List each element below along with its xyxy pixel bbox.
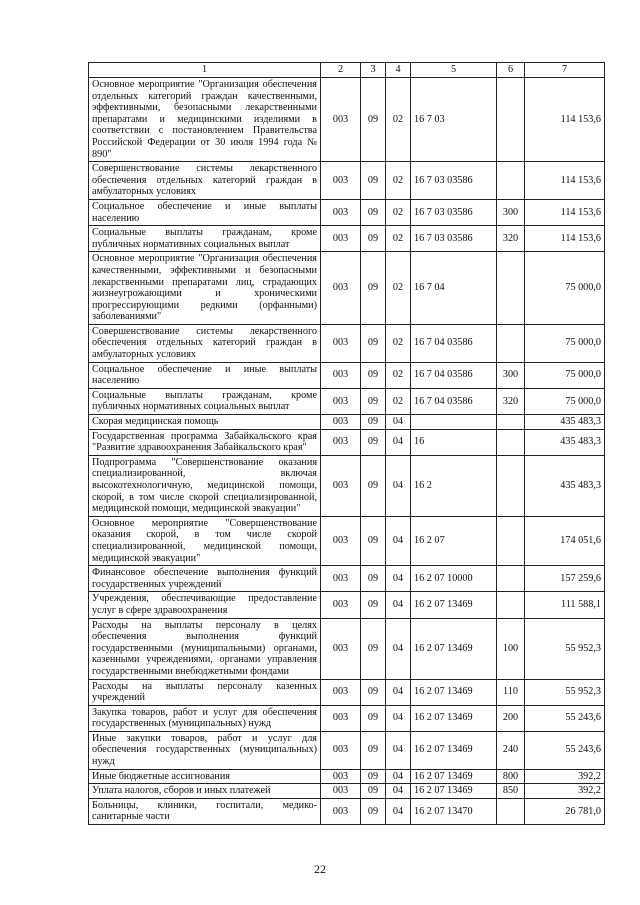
subsection-code: 02: [386, 324, 411, 362]
subsection-code: 02: [386, 162, 411, 200]
amount: 75 000,0: [525, 252, 605, 325]
table-row: [89, 455, 605, 516]
subsection-code: 02: [386, 226, 411, 252]
expense-type-code: [497, 78, 525, 162]
ministry-code: 003: [321, 162, 361, 200]
amount: 114 153,6: [525, 226, 605, 252]
amount: 75 000,0: [525, 324, 605, 362]
amount: 435 483,3: [525, 455, 605, 516]
subsection-code: 04: [386, 415, 411, 430]
target-article-code: 16 2 07 13469: [411, 679, 497, 705]
expense-name: Основное мероприятие "Организация обеспечения отдельных категорий граждан качественными, эффективными, безопасными лекарственными препаратами и медицинскими изделиями в соответствии с постановлением Правительства Российской Федерации от 30 июля 1994 года № 890": [89, 78, 321, 162]
section-code: 09: [361, 566, 386, 592]
amount: 174 051,6: [525, 516, 605, 565]
expense-name: Скорая медицинская помощь: [89, 415, 321, 430]
expense-type-code: 240: [497, 731, 525, 769]
ministry-code: 003: [321, 731, 361, 769]
subsection-code: 04: [386, 798, 411, 824]
expense-type-code: 320: [497, 388, 525, 414]
expense-name: Социальные выплаты гражданам, кроме публичных нормативных социальных выплат: [89, 226, 321, 252]
col-2-header: 2: [321, 63, 361, 78]
ministry-code: 003: [321, 516, 361, 565]
expense-name: Социальные выплаты гражданам, кроме публичных нормативных социальных выплат: [89, 388, 321, 414]
expense-type-code: 320: [497, 226, 525, 252]
amount: 435 483,3: [525, 415, 605, 430]
target-article-code: 16 2: [411, 455, 497, 516]
section-code: 09: [361, 252, 386, 325]
subsection-code: 04: [386, 618, 411, 679]
target-article-code: 16 2 07 13469: [411, 592, 497, 618]
expense-type-code: 300: [497, 362, 525, 388]
expense-type-code: [497, 455, 525, 516]
amount: 392,2: [525, 784, 605, 799]
expense-name: Учреждения, обеспечивающие предоставление услуг в сфере здравоохранения: [89, 592, 321, 618]
expense-type-code: 200: [497, 705, 525, 731]
table-row: [89, 618, 605, 679]
ministry-code: 003: [321, 362, 361, 388]
ministry-code: 003: [321, 455, 361, 516]
subsection-code: 04: [386, 731, 411, 769]
amount: 26 781,0: [525, 798, 605, 824]
amount: 55 243,6: [525, 731, 605, 769]
ministry-code: 003: [321, 388, 361, 414]
target-article-code: 16 7 03 03586: [411, 226, 497, 252]
ministry-code: 003: [321, 566, 361, 592]
amount: 435 483,3: [525, 429, 605, 455]
column-number-header-row: [89, 63, 605, 78]
table-row: [89, 705, 605, 731]
target-article-code: 16 2 07 13470: [411, 798, 497, 824]
subsection-code: 04: [386, 566, 411, 592]
target-article-code: 16 2 07 13469: [411, 618, 497, 679]
table-row: [89, 226, 605, 252]
amount: 55 952,3: [525, 618, 605, 679]
expense-name: Совершенствование системы лекарственного обеспечения отдельных категорий граждан в амбулаторных условиях: [89, 324, 321, 362]
table-row: [89, 388, 605, 414]
ministry-code: 003: [321, 769, 361, 784]
target-article-code: 16 7 04 03586: [411, 362, 497, 388]
amount: 55 952,3: [525, 679, 605, 705]
amount: 75 000,0: [525, 388, 605, 414]
target-article-code: 16: [411, 429, 497, 455]
target-article-code: 16 7 03: [411, 78, 497, 162]
expense-type-code: [497, 429, 525, 455]
ministry-code: 003: [321, 679, 361, 705]
ministry-code: 003: [321, 784, 361, 799]
table-row: [89, 78, 605, 162]
expense-name: Государственная программа Забайкальского края "Развитие здравоохранения Забайкальского края": [89, 429, 321, 455]
subsection-code: 02: [386, 199, 411, 225]
expense-type-code: [497, 252, 525, 325]
expense-type-code: 100: [497, 618, 525, 679]
expense-type-code: [497, 566, 525, 592]
amount: 392,2: [525, 769, 605, 784]
section-code: 09: [361, 618, 386, 679]
expense-type-code: [497, 415, 525, 430]
amount: 157 259,6: [525, 566, 605, 592]
amount: 114 153,6: [525, 199, 605, 225]
ministry-code: 003: [321, 78, 361, 162]
section-code: 09: [361, 679, 386, 705]
ministry-code: 003: [321, 324, 361, 362]
amount: 75 000,0: [525, 362, 605, 388]
table-row: [89, 429, 605, 455]
col-7-header: 7: [525, 63, 605, 78]
target-article-code: 16 7 03 03586: [411, 199, 497, 225]
expense-name: Уплата налогов, сборов и иных платежей: [89, 784, 321, 799]
subsection-code: 04: [386, 705, 411, 731]
target-article-code: 16 2 07 13469: [411, 769, 497, 784]
expense-name: Основное мероприятие "Совершенствование оказания скорой, в том числе скорой специализированной, медицинской помощи, медицинской эвакуации": [89, 516, 321, 565]
subsection-code: 02: [386, 78, 411, 162]
col-5-header: 5: [411, 63, 497, 78]
section-code: 09: [361, 429, 386, 455]
subsection-code: 02: [386, 388, 411, 414]
target-article-code: 16 2 07 13469: [411, 784, 497, 799]
col-4-header: 4: [386, 63, 411, 78]
ministry-code: 003: [321, 705, 361, 731]
expense-type-code: 800: [497, 769, 525, 784]
expense-name: Расходы на выплаты персоналу казенных учреждений: [89, 679, 321, 705]
section-code: 09: [361, 769, 386, 784]
subsection-code: 04: [386, 679, 411, 705]
table-row: [89, 252, 605, 325]
table-row: [89, 592, 605, 618]
table-row: [89, 199, 605, 225]
subsection-code: 04: [386, 455, 411, 516]
target-article-code: 16 7 04: [411, 252, 497, 325]
page-number: 22: [314, 862, 326, 876]
subsection-code: 04: [386, 769, 411, 784]
amount: 114 153,6: [525, 78, 605, 162]
section-code: 09: [361, 199, 386, 225]
expense-name: Иные закупки товаров, работ и услуг для обеспечения государственных (муниципальных) нужд: [89, 731, 321, 769]
subsection-code: 02: [386, 252, 411, 325]
ministry-code: 003: [321, 798, 361, 824]
expense-name: Расходы на выплаты персоналу в целях обеспечения выполнения функций государственными (муниципальными) органами, казенными учреждениями, органами управления государственными внебюджетными фондами: [89, 618, 321, 679]
subsection-code: 02: [386, 362, 411, 388]
expense-name: Больницы, клиники, госпитали, медико-санитарные части: [89, 798, 321, 824]
section-code: 09: [361, 226, 386, 252]
section-code: 09: [361, 592, 386, 618]
expense-type-code: 110: [497, 679, 525, 705]
table-row: [89, 784, 605, 799]
section-code: 09: [361, 455, 386, 516]
amount: 111 588,1: [525, 592, 605, 618]
section-code: 09: [361, 798, 386, 824]
expense-name: Иные бюджетные ассигнования: [89, 769, 321, 784]
table-row: [89, 731, 605, 769]
ministry-code: 003: [321, 415, 361, 430]
ministry-code: 003: [321, 592, 361, 618]
table-row: [89, 362, 605, 388]
expense-name: Подпрограмма "Совершенствование оказания специализированной, включая высокотехнологичную, медицинской помощи, скорой, в том числе скорой специализированной, медицинской помощи, медицинской эвакуации": [89, 455, 321, 516]
ministry-code: 003: [321, 618, 361, 679]
section-code: 09: [361, 516, 386, 565]
expense-type-code: 850: [497, 784, 525, 799]
target-article-code: 16 7 03 03586: [411, 162, 497, 200]
section-code: 09: [361, 324, 386, 362]
target-article-code: 16 7 04 03586: [411, 324, 497, 362]
target-article-code: 16 7 04 03586: [411, 388, 497, 414]
section-code: 09: [361, 705, 386, 731]
expense-type-code: [497, 516, 525, 565]
col-3-header: 3: [361, 63, 386, 78]
subsection-code: 04: [386, 784, 411, 799]
expense-type-code: [497, 324, 525, 362]
expense-name: Социальное обеспечение и иные выплаты населению: [89, 199, 321, 225]
expense-type-code: 300: [497, 199, 525, 225]
section-code: 09: [361, 388, 386, 414]
expense-type-code: [497, 162, 525, 200]
amount: 114 153,6: [525, 162, 605, 200]
budget-table: [88, 62, 605, 825]
target-article-code: 16 2 07 13469: [411, 731, 497, 769]
expense-type-code: [497, 798, 525, 824]
subsection-code: 04: [386, 516, 411, 565]
target-article-code: [411, 415, 497, 430]
target-article-code: 16 2 07 10000: [411, 566, 497, 592]
amount: 55 243,6: [525, 705, 605, 731]
ministry-code: 003: [321, 252, 361, 325]
expense-type-code: [497, 592, 525, 618]
subsection-code: 04: [386, 429, 411, 455]
table-row: [89, 566, 605, 592]
ministry-code: 003: [321, 226, 361, 252]
table-row: [89, 769, 605, 784]
ministry-code: 003: [321, 429, 361, 455]
table-row: [89, 415, 605, 430]
section-code: 09: [361, 78, 386, 162]
section-code: 09: [361, 731, 386, 769]
section-code: 09: [361, 162, 386, 200]
target-article-code: 16 2 07 13469: [411, 705, 497, 731]
table-row: [89, 516, 605, 565]
col-6-header: 6: [497, 63, 525, 78]
expense-name: Основное мероприятие "Организация обеспечения качественными, эффективными и безопасными лекарственными препаратами лиц, страдающих жизнеугрожающими и хроническими прогрессирующими редкими (орфанными) заболеваниями": [89, 252, 321, 325]
subsection-code: 04: [386, 592, 411, 618]
col-1-header: 1: [89, 63, 321, 78]
expense-name: Закупка товаров, работ и услуг для обеспечения государственных (муниципальных) нужд: [89, 705, 321, 731]
table-row: [89, 162, 605, 200]
table-row: [89, 324, 605, 362]
section-code: 09: [361, 784, 386, 799]
target-article-code: 16 2 07: [411, 516, 497, 565]
table-row: [89, 679, 605, 705]
table-row: [89, 798, 605, 824]
expense-name: Совершенствование системы лекарственного обеспечения отдельных категорий граждан в амбулаторных условиях: [89, 162, 321, 200]
expense-name: Социальное обеспечение и иные выплаты населению: [89, 362, 321, 388]
section-code: 09: [361, 362, 386, 388]
section-code: 09: [361, 415, 386, 430]
ministry-code: 003: [321, 199, 361, 225]
expense-name: Финансовое обеспечение выполнения функций государственных учреждений: [89, 566, 321, 592]
